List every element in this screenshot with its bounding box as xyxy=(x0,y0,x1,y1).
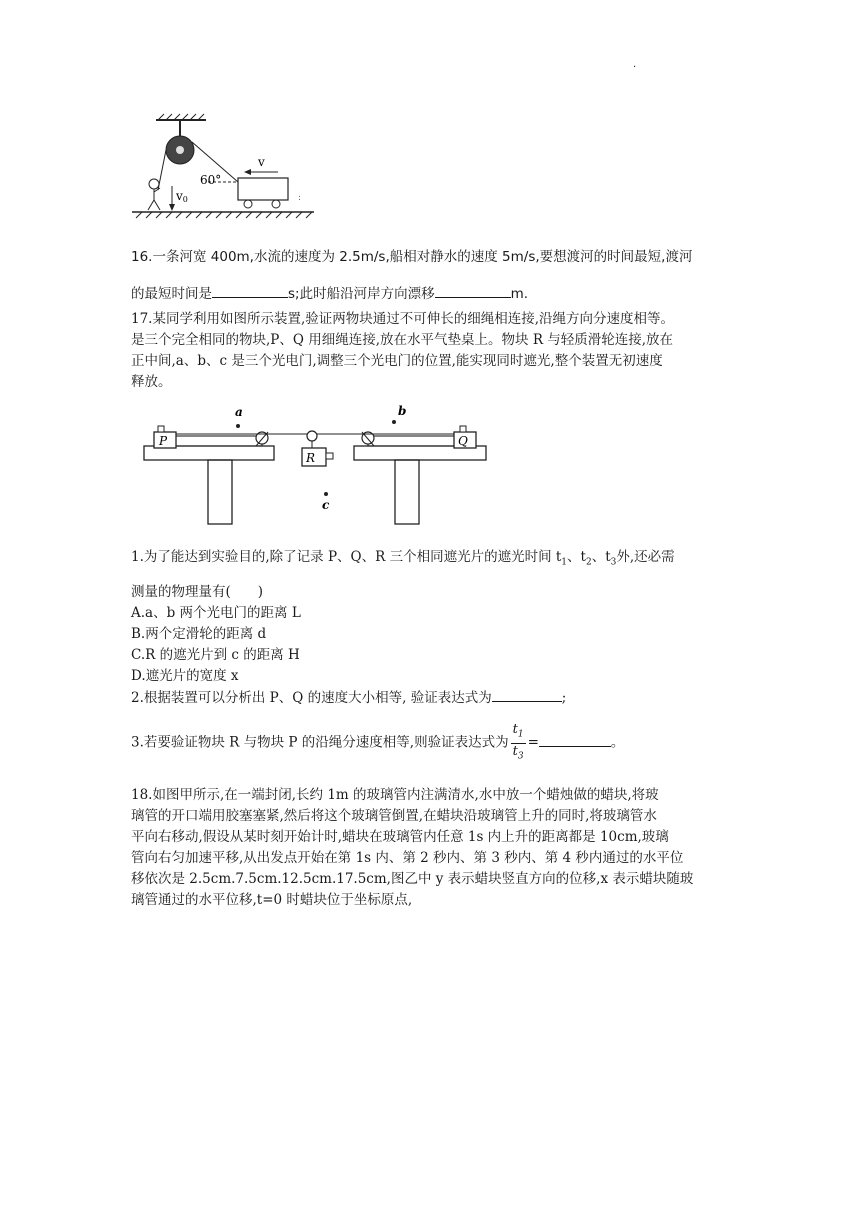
v-label: v xyxy=(258,155,265,169)
q16-line1: 16.一条河宽 400m,水流的速度为 2.5m/s,船相对静水的速度 5m/s,要想渡河的时间最短,渡河 xyxy=(131,249,693,265)
q16-blank-time[interactable] xyxy=(212,283,288,298)
label-R: R xyxy=(306,451,316,465)
q17-intro-2: 是三个完全相同的物块,P、Q 用细绳连接,放在水平气垫桌上。物块 R 与轻质滑轮连接,放在 xyxy=(131,332,674,348)
label-c: c xyxy=(322,498,330,512)
option-d[interactable]: D.遮光片的宽度 x xyxy=(131,668,239,684)
label-P: P xyxy=(159,434,168,448)
q17-sub1-line1: 1.为了能达到实验目的,除了记录 P、Q、R 三个相同遮光片的遮光时间 $t_1$、$t_2$、$t_3$外,还必需 xyxy=(131,549,675,568)
air-table-figure xyxy=(142,402,492,532)
q17-sub3-blank[interactable] xyxy=(539,732,611,747)
label-a: a xyxy=(235,405,243,419)
q17-sub2: 2.根据装置可以分析出 P、Q 的速度大小相等, 验证表达式为 ; xyxy=(131,687,731,709)
q16-text-b: s;此时船沿河岸方向漂移 xyxy=(288,286,435,302)
v0-label: v0 xyxy=(176,189,188,204)
page-dot: · xyxy=(633,62,637,73)
q16-line2 xyxy=(131,283,731,305)
t1-over-t3-fraction: $\frac{t_1}{t_3}$ xyxy=(512,722,524,762)
label-Q: Q xyxy=(458,434,468,448)
q17-sub2-blank[interactable] xyxy=(492,687,562,702)
q17-sub3: 3.若要验证物块 R 与物块 P 的沿绳分速度相等,则验证表达式为 $\frac{t_1}{t_3}$ = 。 xyxy=(131,722,731,764)
option-a[interactable]: A.a、b 两个光电门的距离 L xyxy=(131,605,301,621)
q17-sub1-line2: 测量的物理量有( ) xyxy=(131,584,264,600)
label-b: b xyxy=(398,404,407,418)
q18-line1: 18.如图甲所示,在一端封闭,长约 1m 的玻璃管内注满清水,水中放一个蜡烛做的蜡块,将玻 xyxy=(131,787,659,803)
q18-line6: 璃管通过的水平位移,t=0 时蜡块位于坐标原点, xyxy=(131,892,413,908)
q17-intro-3: 正中间,a、b、c 是三个光电门,调整三个光电门的位置,能实现同时遮光,整个装置无初速度 xyxy=(131,353,663,369)
q18-line4: 管向右匀加速平移,从出发点开始在第 1s 内、第 2 秒内、第 3 秒内、第 4 秒内通过的水平位 xyxy=(131,850,684,866)
q16-text-c: m. xyxy=(510,286,529,302)
q17-intro-4: 释放。 xyxy=(131,374,172,390)
q18-line2: 璃管的开口端用胶塞塞紧,然后将这个玻璃管倒置,在蜡块沿玻璃管上升的同时,将玻璃管水 xyxy=(131,808,657,824)
q16-blank-drift[interactable] xyxy=(435,283,511,298)
angle-label: 60° xyxy=(200,173,222,187)
option-c[interactable]: C.R 的遮光片到 c 的距离 H xyxy=(131,647,300,663)
option-b[interactable]: B.两个定滑轮的距离 d xyxy=(131,626,267,642)
q18-line5: 移依次是 2.5cm.7.5cm.12.5cm.17.5cm,图乙中 y 表示蜡块竖直方向的位移,x 表示蜡块随玻 xyxy=(131,871,694,887)
pulley-cart-figure xyxy=(128,112,318,222)
svg-text::: : xyxy=(298,193,302,203)
q18-line3: 平向右移动,假设从某时刻开始计时,蜡块在玻璃管内任意 1s 内上升的距离都是 10cm,玻璃 xyxy=(131,829,669,845)
q16-text-a: 的最短时间是 xyxy=(131,286,212,302)
q17-intro-1: 17.某同学利用如图所示装置,验证两物块通过不可伸长的细绳相连接,沿绳方向分速度相等。 xyxy=(131,311,675,327)
